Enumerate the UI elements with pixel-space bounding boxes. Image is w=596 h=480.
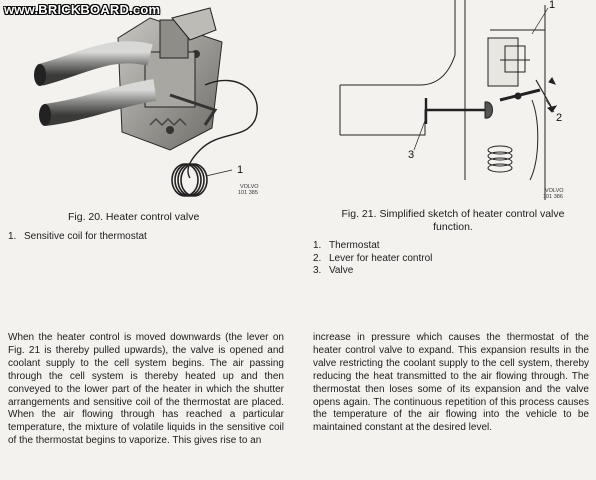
legend-text: Valve xyxy=(329,265,354,276)
body-text-right-column: increase in pressure which causes the thermostat of the heater control valve to expand. This expansion results in the valve restricting the coolant supply to the cell system, thereby reducing the heat transmitted to the air flowing through. The thermostat then loses some of its expansion and the valve opens again. The continuous repetition of this process causes the temperature of the air flowing into the vehicle to be maintained constant at the desired level. xyxy=(313,332,589,434)
legend-item xyxy=(313,265,432,278)
valve-function-sketch xyxy=(300,0,596,205)
heater-valve-drawing xyxy=(0,0,290,205)
figure-20-illustration xyxy=(0,0,290,205)
figure-21-caption xyxy=(318,208,588,234)
legend-item xyxy=(313,240,432,253)
legend-item xyxy=(313,253,432,266)
figure-21-sketch xyxy=(300,0,596,205)
body-text-left-column: When the heater control is moved downwards (the lever on Fig. 21 is thereby pulled upwards), the valve is opened and coolant supply to the cell system begins. The air passing through the cell system is thereby heated up and then conveyed to the lower part of the heater in which the shutter arrangements and sensitive coil of the thermostat are placed. When the air flowing through has reached a particular temperature, the mixture of volatile liquids in the sensitive coil of the thermostat begins to vaporize. This gives rise to an xyxy=(8,332,284,447)
fig20-callout-1: 1 xyxy=(237,164,244,176)
legend-item xyxy=(8,231,147,244)
legend-number: 1. xyxy=(313,240,322,251)
figure-20-legend xyxy=(8,231,147,244)
fig21-callout-1: 1 xyxy=(549,0,556,11)
fig20-stamp-line1: VOLVO xyxy=(240,184,259,190)
figure-21-caption-line2: function. xyxy=(433,221,473,233)
legend-number: 3. xyxy=(313,265,322,276)
legend-text: Lever for heater control xyxy=(329,252,433,264)
figure-20-caption: Fig. 20. Heater control valve xyxy=(68,211,200,223)
legend-text: Thermostat xyxy=(329,240,380,251)
figure-21-caption-line1: Fig. 21. Simplified sketch of heater control valve xyxy=(341,208,565,220)
legend-number: 2. xyxy=(313,252,322,264)
legend-text: Sensitive coil for thermostat xyxy=(24,231,147,242)
legend-number: 1. xyxy=(8,231,17,242)
fig21-stamp-line1: VOLVO xyxy=(545,188,564,194)
watermark: www.BRICKBOARD.com xyxy=(4,2,161,17)
fig20-stamp-line2: 101 385 xyxy=(238,190,258,196)
fig21-callout-3: 3 xyxy=(408,149,415,161)
figure-21-legend xyxy=(313,240,432,278)
fig21-stamp-line2: 101 386 xyxy=(543,194,563,200)
fig21-callout-2: 2 xyxy=(556,112,563,124)
